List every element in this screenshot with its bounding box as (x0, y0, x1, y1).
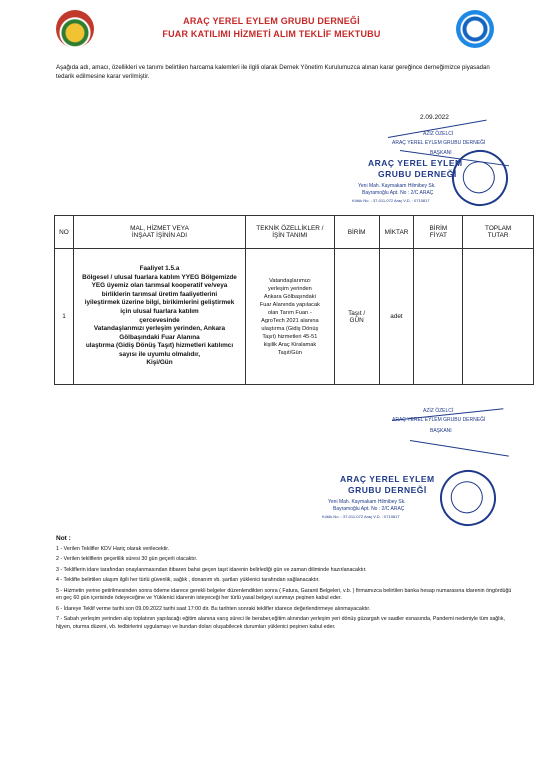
desc-line: Gölbaşındaki Fuar Alanına (119, 333, 200, 341)
spec-line: Fuar Alanında yapılacak (259, 301, 320, 308)
notes-title: Not : (56, 535, 71, 542)
header-spec (246, 216, 335, 249)
stamp-title-2: GRUBU DERNEĞİ (348, 485, 427, 495)
stamp-address-2: Bayramoğlu Apt. No : 2/C ARAÇ (362, 190, 434, 196)
desc-line: ulaştırma (Gidiş Dönüş Taşıt) hizmetleri katılımcı (85, 342, 234, 350)
header-item-line2: İNŞAAT İŞİNİN ADI (131, 232, 188, 239)
cell-description (73, 249, 245, 385)
desc-line: Bölgesel / ulusal fuarlara katılım YYEG Bölgemizde (82, 273, 237, 281)
unit-line2: GÜN (349, 316, 364, 324)
header-spec-line2: İŞİN TANIMI (272, 232, 308, 239)
spec-line: Vatandaşlarımızı (269, 277, 311, 284)
cell-spec (246, 249, 335, 385)
desc-line: için ulusal fuarlara katılım (120, 307, 199, 315)
table-header-row (55, 216, 534, 249)
spec-line: kişilik Araç Kiralamak (263, 341, 317, 348)
seal-stamp (434, 464, 503, 533)
header-total (463, 216, 534, 249)
header-spec-line1: TEKNİK ÖZELLİKLER / (256, 225, 324, 232)
quotation-table (54, 215, 534, 385)
note-item: 6 - İdareye Teklif verme tarihi son 09.09.2022 tarihi saat 17:00 dir. Bu tarihten sonraki teklifler idarece değerlendirmeye alınmayacaktır. (56, 605, 371, 612)
notes-section (56, 535, 516, 634)
stamp-role: BAŞKANI (430, 428, 452, 434)
header-price-line2: FİYAT (429, 232, 447, 239)
desc-line: çercevesinde (139, 316, 180, 324)
note-item: 5 - Hizmetin yerine getirilmesinden sonra ödeme idarece gerekli belgeler düzenlendikten sonra ( Fatura, Garanti Belgeleri, v.b. ) firmamızca belirtilen banka hesap numarasına idarenin öngördüğü en geç 60 gün içerisinde ödeyeceğine ve Yüklenici idarenin isteyeceği her türlü yasal belgeyi sunmayı peşinen kabul eder. (56, 587, 512, 601)
table-row (55, 249, 534, 385)
header-no: NO (55, 216, 74, 249)
stamp-title-1: ARAÇ YEREL EYLEM (340, 474, 435, 484)
seal-stamp (446, 144, 515, 213)
page-title: ARAÇ YEREL EYLEM GRUBU DERNEĞİ (183, 16, 360, 26)
stamp-address-1: Yeni Mah. Kaymakam Hilmibey Sk. (328, 499, 406, 505)
header-item (73, 216, 245, 249)
header-price (414, 216, 463, 249)
stamp-name: AZİZ ÖZELCİ (423, 408, 454, 414)
stamp-org: ARAÇ YEREL EYLEM GRUBU DERNEĞİ (392, 140, 486, 146)
stamp-name: AZİZ ÖZELCİ (423, 131, 454, 137)
header-unit: BİRİM (334, 216, 379, 249)
stamp-address-3: Kütük No. : 37-011-072 Araç V.D. : 0710817 (322, 514, 400, 519)
document-date: 2.09.2022 (420, 114, 449, 121)
stamp-role: BAŞKANI (430, 150, 452, 156)
desc-line: YEG üyemiz olan tarımsal kooperatif ve/veya (91, 282, 228, 290)
header-qty: MİKTAR (379, 216, 414, 249)
note-item: 2 - Verilen tekliflerin geçerlilik süresi 30 gün geçerli olacaktır. (56, 556, 198, 562)
spec-line: AgroTech 2021 alanına (261, 317, 319, 324)
intro-paragraph: Aşağıda adı, amacı, özellikleri ve tanımı belirtilen harcama kalemleri ile ilgili olarak Dernek Yönetim Kurulumuzca alınan karar gereğince derneğimizce piyasadan tedarik edilmesine karar verilmiştir. (56, 64, 490, 80)
note-item: 7 - Sabah yerleşim yerinden alıp toplatının yapılacağı eğitim alanına varış süreci ile beraber,eğitim alınından yerleşim yeri dönüş güzargah ve saatler esnasında, Pandemi nedeniyle tüm sağlık, hijyen, oturma düzeni, vb. tedbirlerini uygulamayı ve bundan doları oluşabilecek durumları yüklenici peşinen kabul eder. (56, 616, 506, 630)
header-total-line1: TOPLAM (485, 225, 512, 232)
unit-line1: Taşıt / (348, 309, 366, 317)
stamp-address-2: Bayramoğlu Apt. No : 2/C ARAÇ (333, 506, 405, 512)
desc-line: birliklerin tarımsal üretim faaliyetlerini (101, 290, 218, 298)
spec-line: yerleşim yerinden (267, 285, 312, 292)
note-item: 4 - Teklifte belirtilen ulaşım ilgili her türlü güvenlik, sağlık , donanım vb. şartları yüklenici tarafından sağlanacaktır. (56, 577, 320, 583)
header-price-line1: BİRİM (429, 225, 448, 232)
desc-line: Kişi/Gün (146, 359, 173, 367)
stamp-title-2: GRUBU DERNEĞİ (378, 169, 457, 179)
desc-line: Vatandaşlarımızı yerleşim yerinden, Ankara (93, 325, 226, 333)
note-item: 3 - Tekliflerin idare tarafından onaylanmasından itibaren bahsi geçen taşıt idarenin belirlediği gün ve zaman diliminde hazırlanacaktır. (56, 566, 367, 573)
cell-total[interactable] (463, 249, 534, 385)
spec-line: Ankara Gölbaşındaki (263, 293, 316, 300)
cell-no: 1 (55, 249, 74, 385)
page-subtitle: FUAR KATILIMI HİZMETİ ALIM TEKLİF MEKTUBU (162, 29, 381, 39)
desc-line: Faaliyet 1.5.a (139, 264, 180, 272)
stamp-address-1: Yeni Mah. Kaymakam Hilmibey Sk. (358, 183, 436, 189)
stamp-title-1: ARAÇ YEREL EYLEM (368, 158, 463, 168)
spec-line: Taşıt/Gün (277, 349, 302, 356)
desc-line: sayısı ile uyumlu olmalıdır, (119, 350, 200, 358)
spec-line: ulaştırma (Gidiş Dönüş (261, 325, 319, 332)
cell-unit-price[interactable] (414, 249, 463, 385)
signature-line (410, 440, 509, 457)
stamp-address-3: Kütük No. : 37-011-072 Araç V.D. : 0710817 (352, 198, 430, 203)
stamp-org: ARAÇ YEREL EYLEM GRUBU DERNEĞİ (392, 417, 486, 423)
desc-line: iyileştirmek üzerine bilgi, birikimlerini geliştirmek (84, 299, 235, 307)
spec-line: olan Tarım Fuarı - (267, 309, 312, 316)
cell-qty: adet (379, 249, 414, 385)
cell-unit (334, 249, 379, 385)
note-item: 1 - Verilen Teklifler KDV Hariç olarak verilecektir. (56, 545, 170, 552)
header-item-line1: MAL, HİZMET VEYA (130, 225, 189, 232)
spec-line: Taşıt) hizmetleri 45-51 (262, 333, 318, 340)
header-total-line2: TUTAR (487, 232, 509, 239)
